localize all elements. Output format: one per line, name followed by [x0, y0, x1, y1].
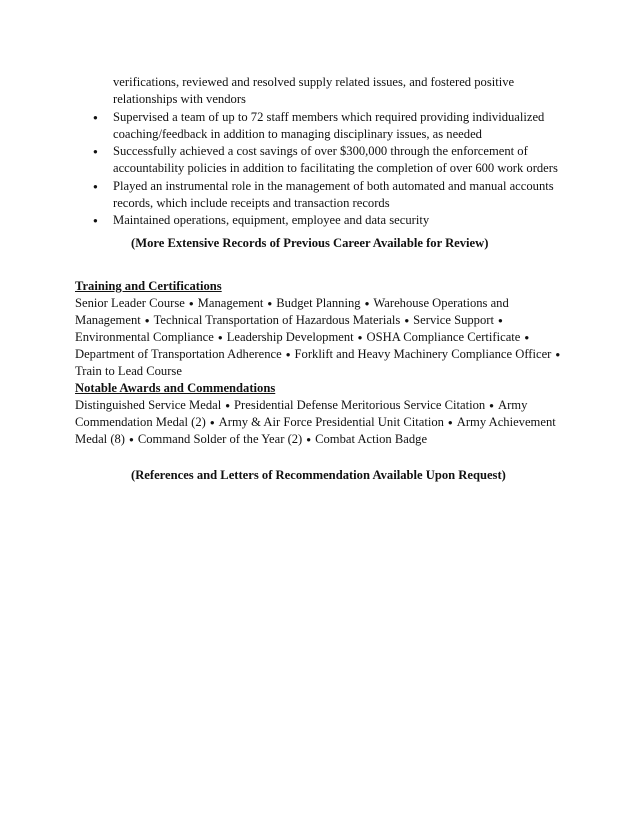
bullet-continuation: verifications, reviewed and resolved supply related issues, and fostered positive relationships with vendors [113, 75, 515, 106]
training-item: Department of Transportation Adherence [75, 347, 282, 361]
training-item: Forklift and Heavy Machinery Compliance Officer [294, 347, 552, 361]
award-item: Distinguished Service Medal [75, 398, 222, 412]
training-section [75, 278, 565, 380]
award-item: Combat Action Badge [315, 432, 428, 446]
award-item: Army Achievement Medal (8) [75, 415, 556, 446]
experience-bullet: ● Supervised a team of up to 72 staff members which required providing individualized coaching/feedback in addition to managing disciplinary issues, as needed [93, 109, 563, 143]
award-item: Army Commendation Medal (2) [75, 398, 528, 429]
training-item: Management [197, 296, 264, 310]
awards-section [75, 380, 565, 448]
training-item: Warehouse Operations and Management [75, 296, 509, 327]
training-item: Leadership Development [226, 330, 354, 344]
career-records-note: (More Extensive Records of Previous Career Available for Review) [131, 236, 489, 250]
award-item: Presidential Defense Meritorious Service Citation [234, 398, 486, 412]
references-note: (References and Letters of Recommendation Available Upon Request) [131, 468, 506, 482]
experience-bullet: ● Successfully achieved a cost savings of over $300,000 through the enforcement of accountability policies in addition to facilitating the completion of over 600 work orders [93, 143, 563, 177]
training-item: OSHA Compliance Certificate [366, 330, 521, 344]
awards-heading: Notable Awards and Commendations [75, 381, 276, 395]
training-item: Service Support [413, 313, 494, 327]
training-list: Senior Leader Course ● Management ● Budget Planning ● Warehouse Operations and Management ● Technical Transportation of Hazardous Materials ● Service Support ● Environmental Compliance ● Leadership Development ● OSHA Compliance Certificate ● Department of Transportation Adherence ● Forklift and Heavy Machinery Compliance Officer ● Train to Lead Course [75, 296, 561, 378]
award-item: Command Solder of the Year (2) [137, 432, 303, 446]
experience-bullet: ● Maintained operations, equipment, employee and data security [93, 212, 563, 229]
training-item: Technical Transportation of Hazardous Materials [153, 313, 401, 327]
training-item: Environmental Compliance [75, 330, 214, 344]
awards-list: Distinguished Service Medal ● Presidential Defense Meritorious Service Citation ● Army Commendation Medal (2) ● Army & Air Force Presidential Unit Citation ● Army Achievement Medal (8) ● Command Solder of the Year (2) ● Combat Action Badge [75, 398, 556, 446]
experience-bullet: ● Played an instrumental role in the management of both automated and manual accounts records, which include receipts and transaction records [93, 178, 563, 212]
training-item: Budget Planning [276, 296, 361, 310]
award-item: Army & Air Force Presidential Unit Citation [218, 415, 444, 429]
experience-bullet-list [93, 74, 563, 229]
training-item: Train to Lead Course [75, 364, 182, 378]
training-heading: Training and Certifications [75, 279, 222, 293]
training-item: Senior Leader Course [75, 296, 185, 310]
